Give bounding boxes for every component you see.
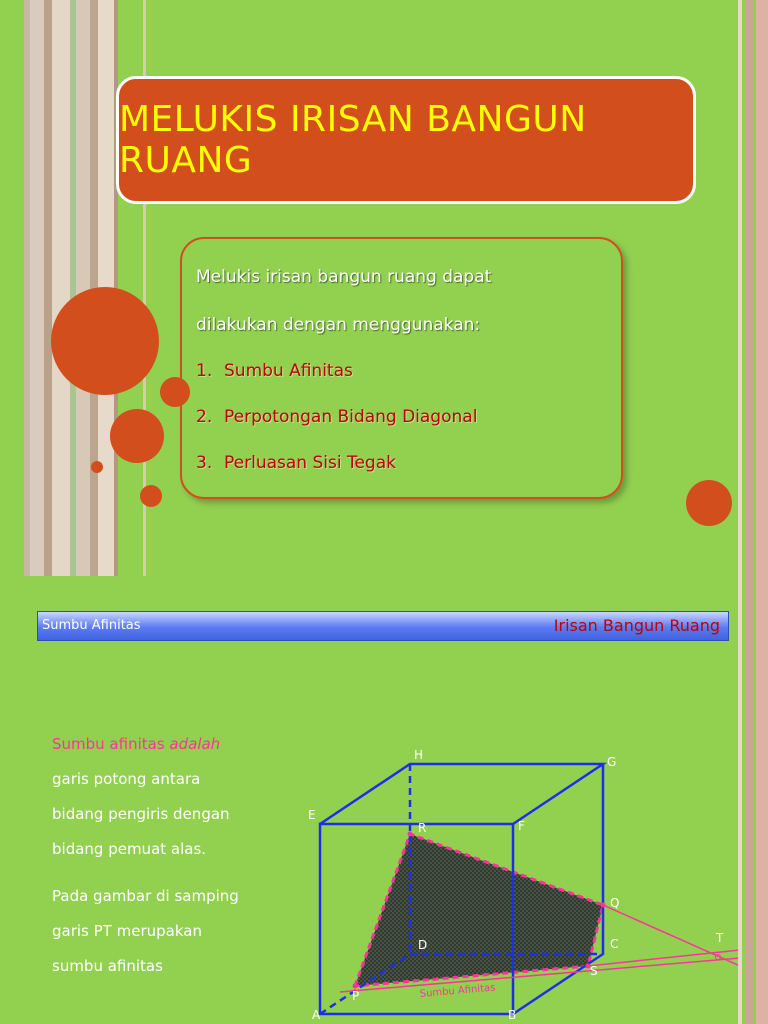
list-item-label: Sumbu Afinitas (224, 361, 353, 381)
decor-stripe (30, 0, 44, 576)
cube-section-figure (300, 746, 760, 1024)
definition-verb: adalah (169, 735, 221, 753)
decor-circle (91, 461, 103, 473)
list-item (196, 453, 396, 473)
header-topic-label: Irisan Bangun Ruang (553, 616, 720, 635)
point-q (601, 903, 606, 908)
decor-stripe (44, 0, 52, 576)
method-list-box (180, 237, 623, 499)
slide-2 (0, 576, 768, 1024)
intro-line-1: Melukis irisan bangun ruang dapat (196, 267, 492, 287)
vertex-label: G (607, 755, 617, 769)
vertex-label: B (508, 1008, 517, 1022)
intro-line-2: dilakukan dengan menggunakan: (196, 315, 481, 335)
decor-stripe (76, 0, 90, 576)
definition-line-1 (52, 735, 220, 753)
decor-circle (51, 287, 159, 395)
decor-edge-stripe (745, 0, 753, 1024)
slide-header-bar (37, 611, 729, 641)
extension-line-st (588, 950, 740, 966)
list-item-label: Perpotongan Bidang Diagonal (224, 407, 478, 427)
header-section-label: Sumbu Afinitas (42, 618, 141, 633)
slide-title: MELUKIS IRISAN BANGUN RUANG (119, 99, 587, 181)
explanation-line-3: sumbu afinitas (52, 957, 163, 975)
list-item (196, 361, 353, 381)
decor-stripe (52, 0, 70, 576)
vertex-label: E (308, 808, 316, 822)
affinity-axis-label: Sumbu Afinitas (419, 982, 496, 1000)
decor-edge-stripe (756, 0, 768, 1024)
point-label: T (716, 931, 724, 945)
vertex-label: D (418, 938, 428, 952)
definition-line-2: garis potong antara (52, 770, 201, 788)
vertex-label: C (610, 937, 619, 951)
point-p (353, 984, 358, 989)
title-box (116, 76, 696, 204)
point-label: R (418, 821, 427, 835)
decor-circle (160, 377, 190, 407)
list-item-number: 3. (196, 453, 213, 473)
point-label: S (590, 964, 598, 978)
definition-term: Sumbu afinitas (52, 735, 170, 753)
explanation-line-2: garis PT merupakan (52, 922, 202, 940)
decor-circle (140, 485, 162, 507)
decor-edge-stripe (738, 0, 742, 1024)
decor-circle (110, 409, 164, 463)
section-polygon (355, 834, 603, 986)
list-item-number: 1. (196, 361, 213, 381)
list-item-number: 2. (196, 407, 213, 427)
explanation-line-1: Pada gambar di samping (52, 887, 239, 905)
cube-top-edges (320, 764, 603, 824)
point-label: Q (610, 896, 620, 910)
point-label: P (352, 989, 360, 1003)
list-item (196, 407, 477, 427)
vertex-label: H (414, 748, 424, 762)
vertex-label: A (312, 1008, 321, 1022)
list-item-label: Perluasan Sisi Tegak (224, 453, 396, 473)
decor-circle (686, 480, 732, 526)
point-r (408, 832, 413, 837)
vertex-label: F (518, 819, 525, 833)
definition-line-3: bidang pengiris dengan (52, 805, 230, 823)
definition-line-4: bidang pemuat alas. (52, 840, 207, 858)
